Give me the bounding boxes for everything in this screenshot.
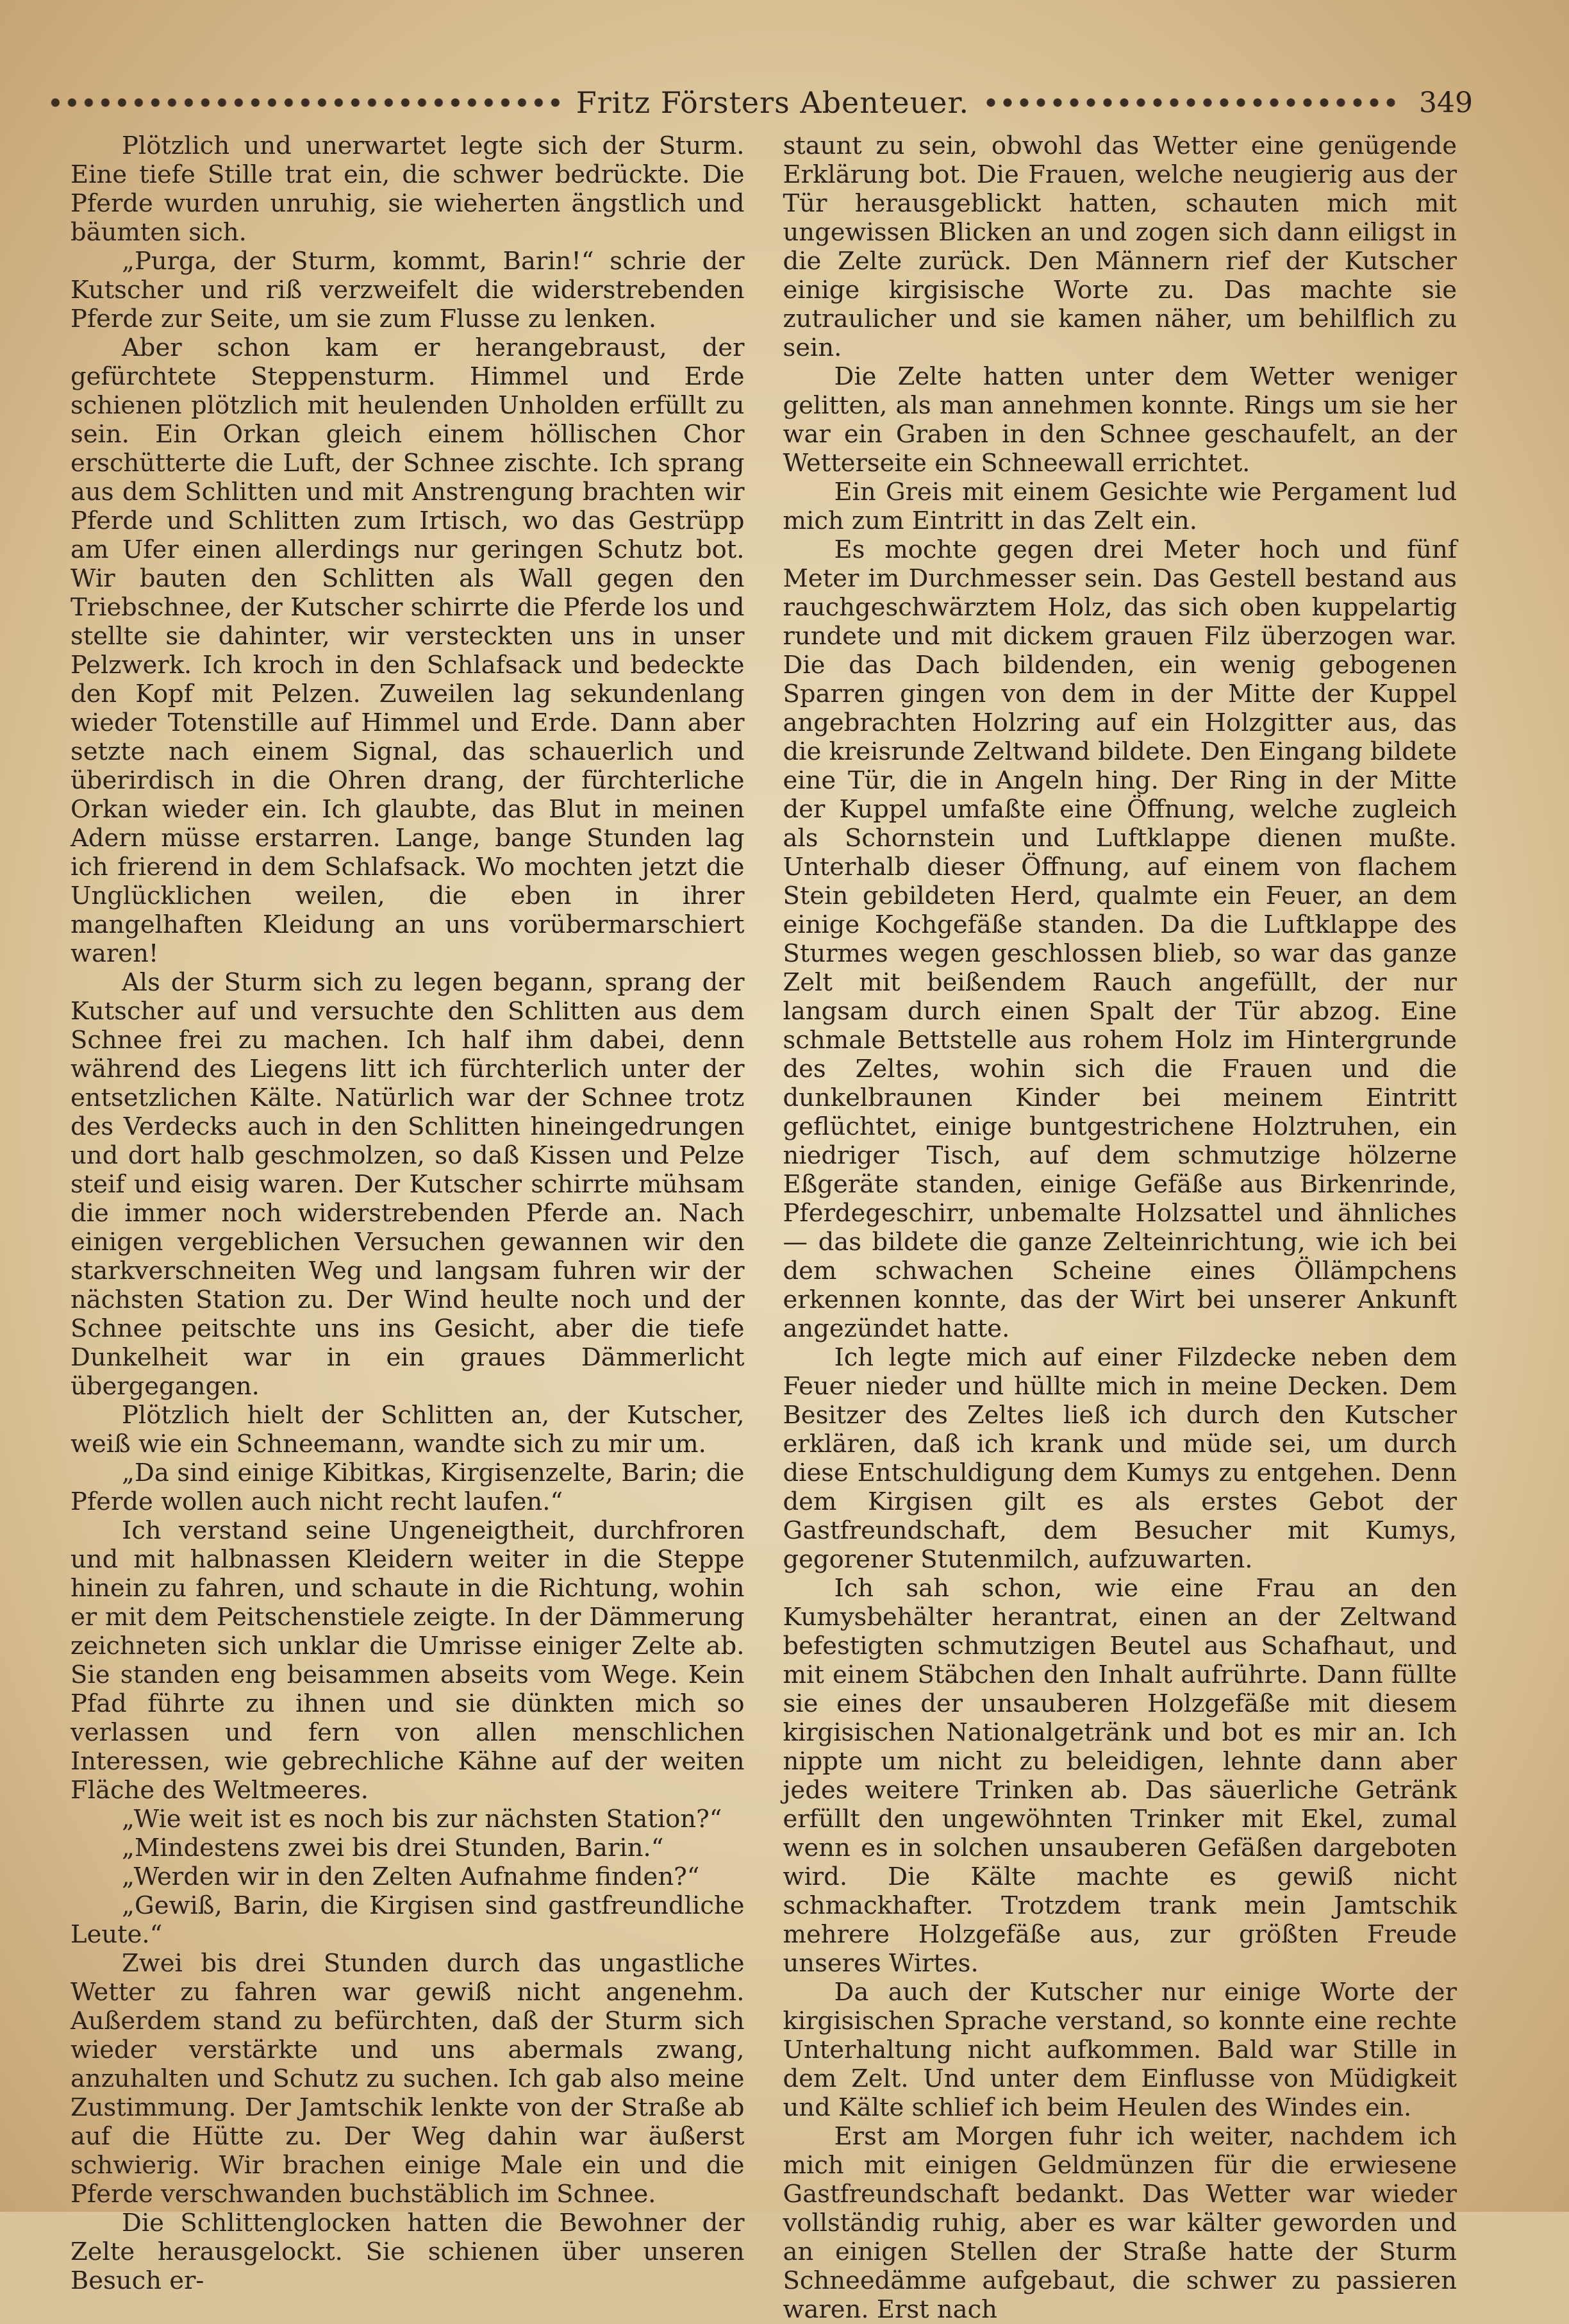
paragraph: „Purga, der Sturm, kommt, Barin!“ schrie der Kutscher und riß verzweifelt die widerstrebenden Pferde zur Seite, um sie zum Flusse zu lenken. — [71, 247, 745, 333]
paragraph: Die Zelte hatten unter dem Wetter weniger gelitten, als man annehmen konnte. Rings um sie her war ein Graben in den Schnee geschaufelt, an der Wetterseite ein Schneewall errichtet. — [783, 362, 1457, 478]
paragraph: Ich verstand seine Ungeneigtheit, durchfroren und mit halbnassen Kleidern weiter in die Steppe hinein zu fahren, und schaute in die Richtung, wohin er mit dem Peitschenstiele zeigte. In der Dämmerung zeichneten sich unklar die Umrisse einiger Zelte ab. Sie standen eng beisammen abseits vom Wege. Kein Pfad führte zu ihnen und sie dünkten mich so verlassen und fern von allen menschlichen Interessen, wie gebrechliche Kähne auf der weiten Fläche des Weltmeeres. — [71, 1516, 745, 1805]
paragraph: Es mochte gegen drei Meter hoch und fünf Meter im Durchmesser sein. Das Gestell bestand aus rauchgeschwärztem Holz, das sich oben kuppelartig rundete und mit dickem grauen Filz überzogen war. Die das Dach bildenden, ein wenig gebogenen Sparren gingen von dem in der Mitte der Kuppel angebrachten Holzring auf ein Holzgitter aus, das die kreisrunde Zeltwand bildete. Den Eingang bildete eine Tür, die in Angeln hing. Der Ring in der Mitte der Kuppel umfaßte eine Öffnung, welche zugleich als Schornstein und Luftklappe dienen mußte. Unterhalb dieser Öffnung, auf einem von flachem Stein gebildeten Herd, qualmte ein Feuer, an dem einige Kochgefäße standen. Da die Luftklappe des Sturmes wegen geschlossen blieb, so war das ganze Zelt mit beißendem Rauch angefüllt, der nur langsam durch einen Spalt der Tür abzog. Eine schmale Bettstelle aus rohem Holz im Hintergrunde des Zeltes, wohin sich die Frauen und die dunkelbraunen Kinder bei meinem Eintritt geflüchtet, einige buntgestrichene Holztruhen, ein niedriger Tisch, auf dem schmutzige hölzerne Eßgeräte standen, einige Gefäße aus Birkenrinde, Pferdegeschirr, unbemalte Holzsattel und ähnliches — das bildete die ganze Zelteinrichtung, wie ich bei dem schwachen Scheine eines Öllämpchens erkennen konnte, das der Wirt bei unserer Ankunft angezündet hatte. — [783, 535, 1457, 1343]
paragraph: Plötzlich und unerwartet legte sich der Sturm. Eine tiefe Stille trat ein, die schwer bedrückte. Die Pferde wurden unruhig, sie wieherten ängstlich und bäumten sich. — [71, 131, 745, 247]
paragraph: Da auch der Kutscher nur einige Worte der kirgisischen Sprache verstand, so konnte eine rechte Unterhaltung nicht aufkommen. Bald war Stille in dem Zelt. Und unter dem Einflusse von Müdigkeit und Kälte schlief ich beim Heulen des Windes ein. — [783, 1978, 1457, 2122]
paragraph: Plötzlich hielt der Schlitten an, der Kutscher, weiß wie ein Schneemann, wandte sich zu mir um. — [71, 1401, 745, 1459]
paragraph: „Wie weit ist es noch bis zur nächsten Station?“ — [122, 1805, 722, 1834]
paragraph-continuation: staunt zu sein, obwohl das Wetter eine genügende Erklärung bot. Die Frauen, welche neugierig aus der Tür herausgeblickt hatten, schauten mich mit ungewissen Blicken an und zogen sich dann eiligst in die Zelte zurück. Den Männern rief der Kutscher einige kirgisische Worte zu. Das machte sie zutraulicher und sie kamen näher, um behilflich zu sein. — [783, 131, 1457, 362]
page-number: 349 — [1419, 86, 1473, 119]
ornament-rule-left — [45, 96, 566, 110]
paragraph: „Mindestens zwei bis drei Stunden, Barin.“ — [122, 1834, 664, 1862]
text-columns — [71, 131, 1457, 2324]
paragraph: „Da sind einige Kibitkas, Kirgisenzelte, Barin; die Pferde wollen auch nicht recht laufen.“ — [71, 1459, 745, 1516]
paragraph: Zwei bis drei Stunden durch das ungastliche Wetter zu fahren war gewiß nicht angenehm. Außerdem stand zu befürchten, daß der Sturm sich wieder verstärkte und uns abermals zwang, anzuhalten und Schutz zu suchen. Ich gab also meine Zustimmung. Der Jamtschik lenkte von der Straße ab auf die Hütte zu. Der Weg dahin war äußerst schwierig. Wir brachen einige Male ein und die Pferde verschwanden buchstäblich im Schnee. — [71, 1949, 745, 2209]
left-column — [71, 131, 745, 2295]
paragraph: Als der Sturm sich zu legen begann, sprang der Kutscher auf und versuchte den Schlitten aus dem Schnee frei zu machen. Ich half ihm dabei, denn während des Liegens litt ich fürchterlich unter der entsetzlichen Kälte. Natürlich war der Schnee trotz des Verdecks auch in den Schlitten hineingedrungen und dort halb geschmolzen, so daß Kissen und Pelze steif und eisig waren. Der Kutscher schirrte mühsam die immer noch widerstrebenden Pferde an. Nach einigen vergeblichen Versuchen gewannen wir den starkverschneiten Weg und langsam fuhren wir der nächsten Station zu. Der Wind heulte noch und der Schnee peitschte uns ins Gesicht, aber die tiefe Dunkelheit war in ein graues Dämmerlicht übergegangen. — [71, 968, 745, 1401]
running-head — [45, 83, 1473, 122]
paragraph: Aber schon kam er herangebraust, der gefürchtete Steppensturm. Himmel und Erde schienen plötzlich mit heulenden Unholden erfüllt zu sein. Ein Orkan gleich einem höllischen Chor erschütterte die Luft, der Schnee zischte. Ich sprang aus dem Schlitten und mit Anstrengung brachten wir Pferde und Schlitten zum Irtisch, wo das Gestrüpp am Ufer einen allerdings nur geringen Schutz bot. Wir bauten den Schlitten als Wall gegen den Triebschnee, der Kutscher schirrte die Pferde los und stellte sie dahinter, wir versteckten uns in unser Pelzwerk. Ich kroch in den Schlafsack und bedeckte den Kopf mit Pelzen. Zuweilen lag sekundenlang wieder Totenstille auf Himmel und Erde. Dann aber setzte nach einem Signal, das schauerlich und überirdisch in die Ohren drang, der fürchterliche Orkan wieder ein. Ich glaubte, das Blut in meinen Adern müsse erstarren. Lange, bange Stunden lag ich frierend in dem Schlafsack. Wo mochten jetzt die Unglücklichen weilen, die eben in ihrer mangelhaften Kleidung an uns vorübermarschiert waren! — [71, 333, 745, 968]
paragraph: Ich legte mich auf einer Filzdecke neben dem Feuer nieder und hüllte mich in meine Decken. Dem Besitzer des Zeltes ließ ich durch den Kutscher erklären, daß ich krank und müde sei, um durch diese Entschuldigung dem Kumys zu entgehen. Denn dem Kirgisen gilt es als erstes Gebot der Gastfreundschaft, dem Besucher mit Kumys, gegorener Stutenmilch, aufzuwarten. — [783, 1343, 1457, 1574]
paragraph: Ein Greis mit einem Gesichte wie Pergament lud mich zum Eintritt in das Zelt ein. — [783, 478, 1457, 535]
paragraph: „Werden wir in den Zelten Aufnahme finden?“ — [122, 1862, 700, 1891]
paragraph: Die Schlittenglocken hatten die Bewohner der Zelte herausgelockt. Sie schienen über unseren Besuch er- — [71, 2209, 745, 2295]
right-column — [783, 131, 1457, 2324]
paragraph: Ich sah schon, wie eine Frau an den Kumysbehälter herantrat, einen an der Zeltwand befestigten schmutzigen Beutel aus Schafhaut, und mit einem Stäbchen den Inhalt aufrührte. Dann füllte sie eines der unsauberen Holzgefäße mit diesem kirgisischen Nationalgetränk und bot es mir an. Ich nippte um nicht zu beleidigen, lehnte dann aber jedes weitere Trinken ab. Das säuerliche Getränk erfüllt den ungewöhnten Trinker mit Ekel, zumal wenn es in solchen unsauberen Gefäßen dargeboten wird. Die Kälte machte es gewiß nicht schmackhafter. Trotzdem trank mein Jamtschik mehrere Holzgefäße aus, zur größten Freude unseres Wirtes. — [783, 1574, 1457, 1978]
paragraph: „Gewiß, Barin, die Kirgisen sind gastfreundliche Leute.“ — [71, 1891, 745, 1949]
running-head-title: Fritz Försters Abenteuer. — [576, 85, 970, 120]
paragraph: Erst am Morgen fuhr ich weiter, nachdem ich mich mit einigen Geldmünzen für die erwiesene Gastfreundschaft bedankt. Das Wetter war wieder vollständig ruhig, aber es war kälter geworden und an einigen Stellen der Straße hatte der Sturm Schneedämme aufgebaut, die schwer zu passieren waren. Erst nach — [783, 2122, 1457, 2324]
ornament-rule-right — [979, 96, 1402, 110]
